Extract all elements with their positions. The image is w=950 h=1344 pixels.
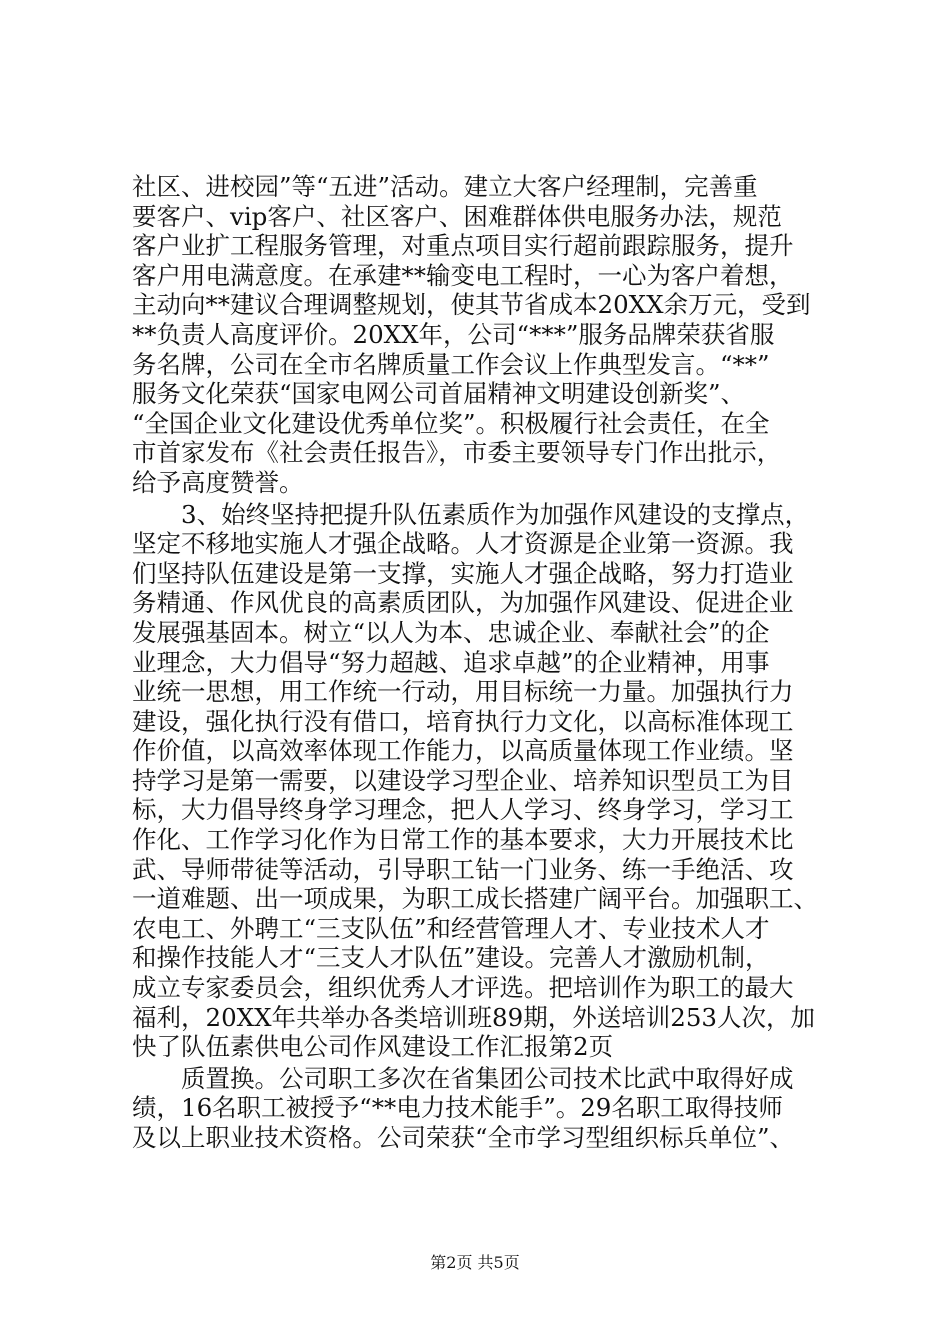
- text-line: 主动向**建议合理调整规划，使其节省成本20XX余万元，受到: [132, 290, 811, 320]
- text-line: 市首家发布《社会责任报告》，市委主要领导专门作出批示，: [132, 438, 782, 468]
- text-line: 成立专家委员会，组织优秀人才评选。把培训作为职工的最大: [132, 973, 794, 1003]
- text-line: 一道难题、出一项成果，为职工成长搭建广阔平台。加强职工、: [132, 884, 818, 914]
- text-line: **负责人高度评价。20XX年，公司“***”服务品牌荣获省服: [132, 319, 775, 349]
- text-line: 和操作技能人才“三支人才队伍”建设。完善人才激励机制，: [132, 943, 770, 973]
- text-line: 福利，20XX年共举办各类培训班89期，外送培训253人次，加: [132, 1002, 815, 1032]
- text-line: 社区、进校园”等“五进”活动。建立大客户经理制，完善重: [132, 172, 758, 201]
- text-line: “全国企业文化建设优秀单位奖”。积极履行社会责任，在全: [132, 408, 770, 438]
- text-line: 农电工、外聘工“三支队伍”和经营管理人才、专业技术人才: [132, 913, 770, 943]
- text-line: 客户业扩工程服务管理，对重点项目实行超前跟踪服务，提升: [132, 231, 794, 261]
- text-line: 务名牌，公司在全市名牌质量工作会议上作典型发言。“**”: [132, 349, 770, 379]
- text-line: 坚定不移地实施人才强企战略。人才资源是企业第一资源。我: [132, 529, 794, 559]
- text-line: 作价值，以高效率体现工作能力，以高质量体现工作业绩。坚: [132, 736, 794, 766]
- text-line: 服务文化荣获“国家电网公司首届精神文明建设创新奖”、: [132, 379, 746, 409]
- text-line: 快了队伍素供电公司作风建设工作汇报第2页: [132, 1032, 614, 1062]
- text-line: 要客户、vip客户、社区客户、困难群体供电服务办法，规范: [132, 201, 782, 231]
- text-line: 作化、工作学习化作为日常工作的基本要求，大力开展技术比: [132, 825, 794, 855]
- text-line: 武、导师带徒等活动，引导职工钻一门业务、练一手绝活、攻: [132, 854, 794, 884]
- paragraph-p3: [132, 1064, 832, 1153]
- paragraph-p2: [132, 500, 832, 1062]
- text-line: 务精通、作风优良的高素质团队，为加强作风建设、促进企业: [132, 588, 794, 618]
- text-line: 发展强基固本。树立“以人为本、忠诚企业、奉献社会”的企: [132, 617, 770, 647]
- text-line: 建设，强化执行没有借口，培育执行力文化，以高标准体现工: [132, 706, 794, 736]
- text-line: 标，大力倡导终身学习理念，把人人学习、终身学习，学习工: [132, 795, 794, 825]
- text-line: 3、始终坚持把提升队伍素质作为加强作风建设的支撑点，: [181, 499, 810, 529]
- text-line: 给予高度赞誉。: [132, 467, 304, 497]
- text-line: 质置换。公司职工多次在省集团公司技术比武中取得好成: [181, 1063, 794, 1093]
- text-line: 业统一思想，用工作统一行动，用目标统一力量。加强执行力: [132, 677, 794, 707]
- text-line: 及以上职业技术资格。公司荣获“全市学习型组织标兵单位”、: [132, 1123, 795, 1152]
- paragraph-p1: [132, 172, 832, 498]
- document-body: [132, 172, 832, 1153]
- text-line: 们坚持队伍建设是第一支撑，实施人才强企战略，努力打造业: [132, 558, 794, 588]
- text-line: 绩，16名职工被授予“**电力技术能手”。29名职工取得技师: [132, 1093, 783, 1123]
- text-line: 业理念，大力倡导“努力超越、追求卓越”的企业精神，用事: [132, 647, 770, 677]
- text-line: 持学习是第一需要，以建设学习型企业、培养知识型员工为目: [132, 765, 794, 795]
- text-line: 客户用电满意度。在承建**输变电工程时，一心为客户着想，: [132, 260, 794, 290]
- page-footer: 第2页 共5页: [430, 1253, 520, 1272]
